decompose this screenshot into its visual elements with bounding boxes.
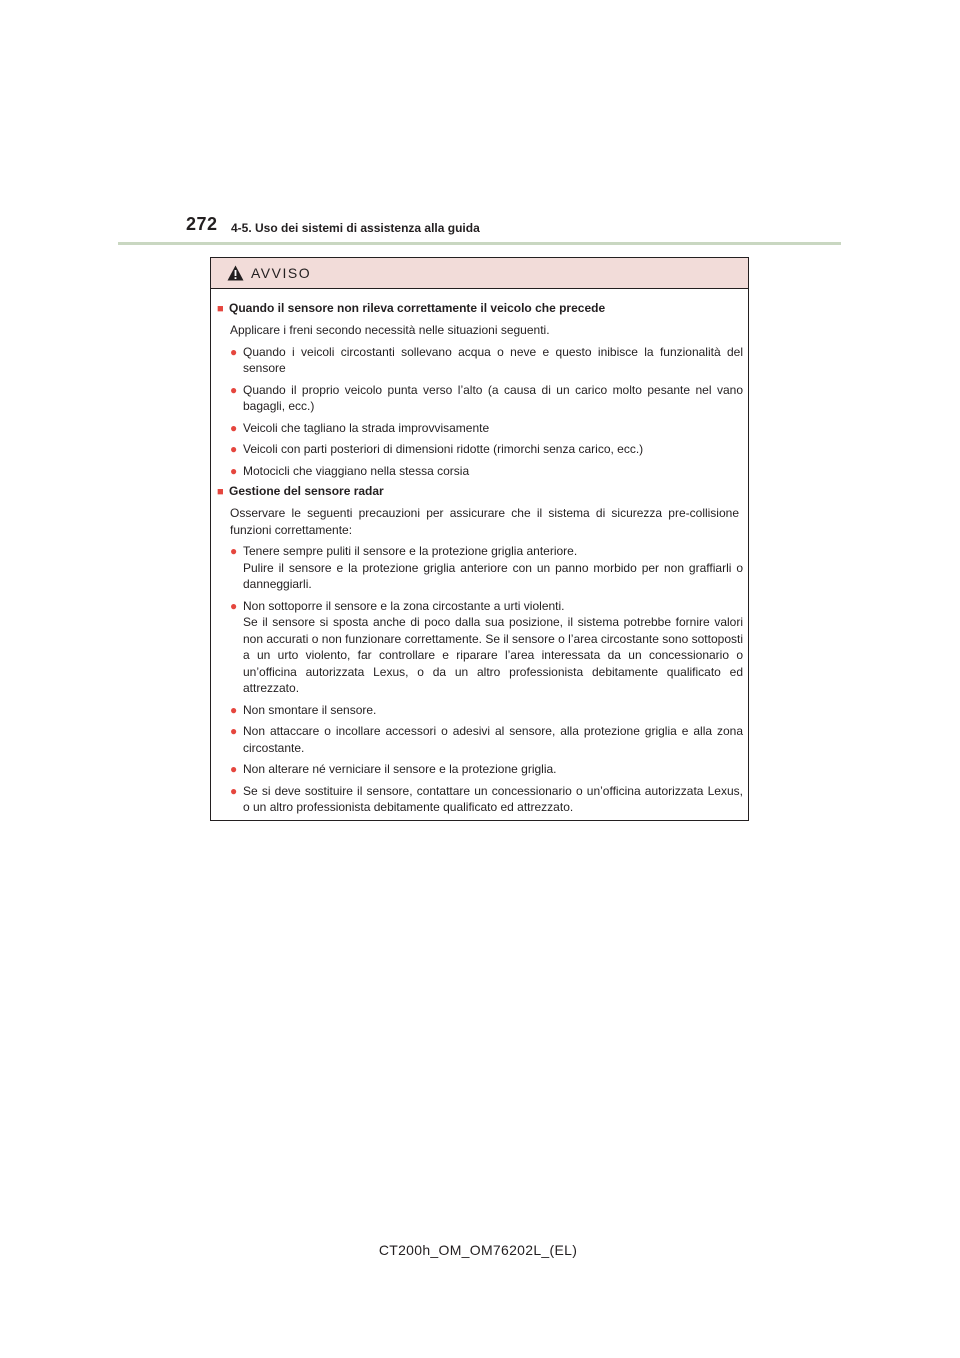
bullet-text — [243, 420, 743, 437]
bullet-line: Non attaccare o incollare accessori o adesivi al sensore, alla protezione griglia e alla zona circostante. — [243, 724, 743, 755]
bullet-line: Motocicli che viaggiano nella stessa corsia — [243, 463, 470, 478]
bullet-line: Non smontare il sensore. — [243, 702, 377, 717]
section-heading-text: Gestione del sensore radar — [229, 484, 384, 498]
bullet-text — [243, 761, 743, 778]
bullet-line: Veicoli che tagliano la strada improvvisamente — [243, 420, 490, 435]
bullet-text — [243, 723, 743, 756]
bullet-line: Quando i veicoli circostanti sollevano acqua o neve e questo inibisce la funzionalità del sensore — [243, 344, 743, 375]
round-bullet-icon: ● — [230, 420, 238, 435]
bullet-item — [217, 783, 743, 816]
section-heading — [217, 301, 743, 317]
bullet-item — [217, 598, 743, 697]
round-bullet-icon: ● — [230, 724, 238, 738]
bullet-line: Veicoli con parti posteriori di dimensioni ridotte (rimorchi senza carico, ecc.) — [243, 442, 644, 456]
bullet-line: Quando il proprio veicolo punta verso l’alto (a causa di un carico molto pesante nel vano bagagli, ecc.) — [243, 382, 743, 413]
bullet-text — [243, 344, 743, 377]
round-bullet-icon: ● — [230, 783, 238, 798]
bullet-line: Tenere sempre puliti il sensore e la protezione griglia anteriore. — [243, 544, 578, 558]
round-bullet-icon: ● — [230, 344, 238, 359]
bullet-item — [217, 723, 743, 756]
section-intro: Osservare le seguenti precauzioni per assicurare che il sistema di sicurezza pre-collisione funzioni correttamente: — [230, 506, 739, 537]
round-bullet-icon: ● — [230, 762, 238, 776]
bullet-line: Pulire il sensore e la protezione griglia anteriore con un panno morbido per non graffiarli o danneggiarli. — [243, 560, 743, 591]
section-intro: Applicare i freni secondo necessità nelle situazioni seguenti. — [230, 323, 550, 337]
page-header — [0, 0, 960, 250]
bullet-line: Se il sensore si sposta anche di poco dalla sua posizione, il sistema potrebbe fornire valori non accurati o non funzionare correttamente. Se il sensore o l’area circostante sono sottoposti a un urto violento, far controllare e riparare l’area interessata da un concessionario o un’officina autorizzata Lexus, o da un altro professionista debitamente qualificato ed attrezzato. — [243, 615, 743, 695]
page-number: 272 — [186, 214, 218, 234]
section-heading-text: Quando il sensore non rileva correttamente il veicolo che precede — [229, 301, 606, 315]
warning-body — [211, 289, 748, 816]
round-bullet-icon: ● — [230, 598, 238, 613]
square-bullet-icon: ■ — [217, 486, 224, 498]
section-heading — [217, 484, 743, 500]
bullet-item — [217, 761, 743, 778]
bullet-text — [243, 783, 743, 816]
bullet-line: Non alterare né verniciare il sensore e la protezione griglia. — [243, 762, 557, 776]
warning-triangle-icon — [227, 265, 244, 281]
bullet-text — [243, 543, 743, 593]
bullet-item — [217, 382, 743, 415]
square-bullet-icon: ■ — [217, 303, 224, 315]
bullet-item — [217, 344, 743, 377]
bullet-item — [217, 543, 743, 593]
bullet-text — [243, 441, 743, 458]
header-divider — [118, 242, 841, 245]
round-bullet-icon: ● — [230, 702, 238, 717]
bullet-item — [217, 441, 743, 458]
bullet-item — [217, 463, 743, 480]
bullet-line: Non sottoporre il sensore e la zona circostante a urti violenti. — [243, 598, 565, 613]
bullet-text — [243, 702, 743, 719]
bullet-text — [243, 382, 743, 415]
round-bullet-icon: ● — [230, 463, 238, 478]
bullet-item — [217, 702, 743, 719]
document-code: CT200h_OM_OM76202L_(EL) — [378, 1242, 578, 1258]
warning-box — [210, 257, 749, 821]
bullet-item — [217, 420, 743, 437]
round-bullet-icon: ● — [230, 382, 238, 397]
bullet-text — [243, 598, 743, 697]
round-bullet-icon: ● — [230, 442, 238, 456]
bullet-line: Se si deve sostituire il sensore, contattare un concessionario o un’officina autorizzata Lexus, o un altro professionista debitamente qualificato ed attrezzato. — [243, 783, 743, 814]
warning-title: AVVISO — [251, 265, 312, 281]
warning-header — [211, 258, 748, 289]
bullet-text — [243, 463, 743, 480]
section-title: 4-5. Uso dei sistemi di assistenza alla guida — [231, 221, 480, 235]
round-bullet-icon: ● — [230, 544, 238, 558]
